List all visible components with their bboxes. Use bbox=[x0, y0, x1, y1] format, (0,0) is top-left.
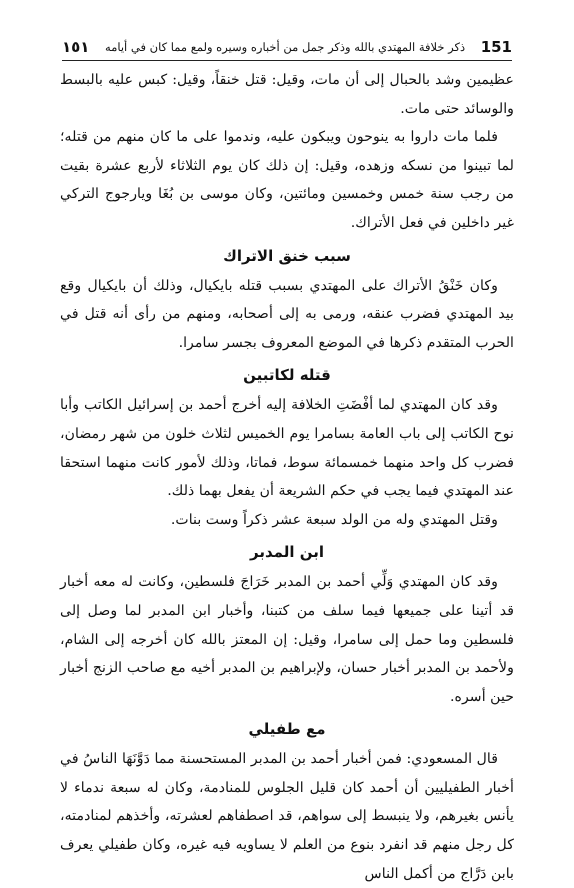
page-body bbox=[60, 66, 514, 888]
paragraph: وكان خَنْقُ الأتراك على المهتدي بسبب قتله بايكيال، وذلك أن بايكيال وقع بيد المهتدي فضرب عنقه، ورمى به إلى أصحابه، ومنهم من رأى أنه قتل في الحرب المتقدم ذكرها في الموضع المعروف بجسر سامرا. bbox=[60, 277, 514, 351]
section-heading: سبب خنق الاتراك bbox=[223, 246, 351, 265]
section-heading: ابن المدبر bbox=[250, 543, 324, 562]
paragraph: وقد كان المهتدي لما أفْضَتِ الخلافة إليه أخرج أحمد بن إسرائيل الكاتب وأبا نوح الكاتب إلى باب العامة بسامرا يوم الخميس لثلاث خلون من شهر رمضان، فضرب كل واحد منهما خمسمائة سوط، فماتا، وذلك لأمور كانت منهما استحقا عند المهتدي فيما يجب في حكم الشريعة أن يفعل بهما ذلك. bbox=[60, 397, 514, 500]
paragraph: عظيمين وشد بالحبال إلى أن مات، وقيل: قتل خنقاً، وقيل: كبس عليه بالبسط والوسائد حتى مات. bbox=[60, 72, 514, 117]
paragraph: فلما مات داروا به ينوحون ويبكون عليه، وندموا على ما كان منهم من قتله؛ لما تبينوا من نسكه وزهده، وقيل: إن ذلك كان يوم الثلاثاء لأربع عشرة بقيت من رجب سنة خمس وخمسين ومائتين، وكان موسى بن بُغَا ويارجوج التركي غير داخلين في فعل الأتراك. bbox=[60, 129, 514, 231]
section-heading: مع طفيلي bbox=[248, 720, 326, 739]
paragraph: قال المسعودي: فمن أخبار أحمد بن المدبر المستحسنة مما دَوَّنَهَا الناسُ في أخبار الطفيليين أن أحمد كان قليل الجلوس للمنادمة، وكان له سبعة ندماء لا يأنس بغيرهم، ولا ينبسط إلى سواهم، قد اصطفاهم لعشرته، وأخذهم لمنادمته، كل رجل منهم قد انفرد بنوع من العلم لا يساويه فيه غيره، وكان طفيلي يعرف بابن دَرَّاج من أكمل الناس bbox=[60, 751, 514, 882]
paragraph: وقد كان المهتدي وَلِّي أحمد بن المدبر خَرَاجَ فلسطين، وكانت له معه أخبار قد أتينا على جميعها فيما سلف من كتبنا، وأخبار ابن المدبر لما وصل إلى فلسطين وما حمل إلى سامرا، وقيل: إن المعتز بالله كان أخرجه إلى الشام، ولأحمد بن المدبر أخبار حسان، ولإبراهيم بن المدبر أخيه مع صاحب الزنج أخبار حين أسره. bbox=[60, 574, 514, 705]
page-number-right: 151 bbox=[480, 38, 512, 56]
paragraph: وقتل المهتدي وله من الولد سبعة عشر ذكراً وست بنات. bbox=[170, 511, 498, 528]
page-number-left: ١٥١ bbox=[62, 38, 90, 56]
running-title: ذكر خلافة المهتدي بالله وذكر جمل من أخباره وسيره ولمع مما كان في أيامه bbox=[105, 40, 466, 54]
page-header bbox=[62, 34, 512, 61]
section-heading: قتله لكاتبين bbox=[243, 366, 331, 385]
